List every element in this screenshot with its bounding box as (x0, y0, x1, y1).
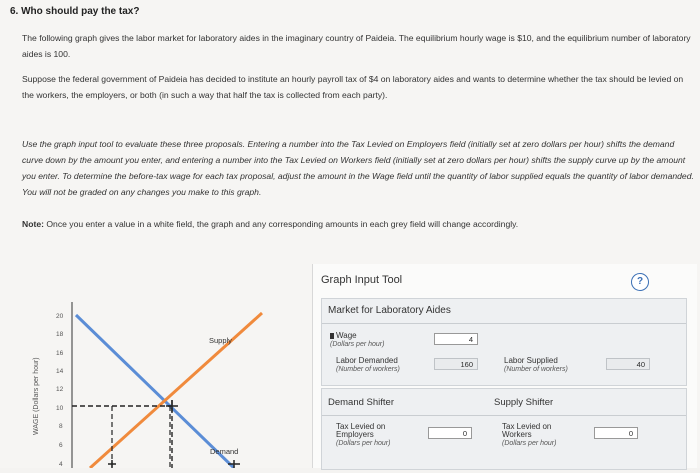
supply-marker[interactable] (108, 460, 116, 468)
y-tick-16: 16 (56, 350, 64, 357)
tax-employers-label-1: Tax Levied on (336, 422, 386, 431)
supply-shifter-title: Supply Shifter (494, 397, 554, 408)
supply-label: Supply (209, 336, 232, 345)
demand-shifter-title: Demand Shifter (328, 397, 395, 408)
tax-workers-label-2: Workers (502, 430, 532, 439)
tax-workers-sub: (Dollars per hour) (502, 440, 557, 447)
y-ticks (56, 313, 64, 468)
question-title: 6. Who should pay the tax? (10, 6, 140, 17)
labor-demanded-label-group (336, 357, 400, 374)
y-tick-4: 4 (59, 461, 63, 468)
y-tick-10: 10 (56, 405, 64, 412)
labor-supplied-label: Labor Supplied (504, 356, 558, 365)
demand-label: Demand (210, 447, 239, 456)
market-title: Market for Laboratory Aides (328, 305, 451, 316)
tax-employers-sub: (Dollars per hour) (336, 440, 391, 447)
labor-demanded-sub: (Number of workers) (336, 366, 400, 373)
help-icon[interactable]: ? (631, 273, 649, 291)
y-axis-label: WAGE (Dollars per hour) (33, 357, 40, 435)
tax-workers-label-group (502, 423, 556, 448)
tax-employers-label-2: Employers (336, 430, 374, 439)
wage-marker-icon (330, 333, 334, 339)
labor-supplied-field: 40 (606, 358, 650, 370)
note-label: Note: (22, 219, 44, 229)
y-tick-20: 20 (56, 313, 64, 320)
labor-supplied-label-group (504, 357, 568, 374)
graph-svg (20, 280, 288, 468)
tax-employers-label-group (336, 423, 390, 448)
y-tick-14: 14 (56, 368, 64, 375)
y-tick-18: 18 (56, 331, 64, 338)
graph-input-tool (312, 264, 697, 468)
wage-label: Wage (336, 331, 357, 340)
shifter-divider (322, 415, 686, 416)
supply-curve[interactable] (90, 313, 262, 468)
intro-paragraph: The following graph gives the labor market for laboratory aides in the imaginary country of Paideia. The equilibrium hourly wage is $10, and the equilibrium number of laboratory aides is 100. (22, 33, 691, 59)
wage-field[interactable]: 4 (434, 333, 478, 345)
note-paragraph (22, 216, 694, 232)
instructions-paragraph: Use the graph input tool to evaluate these three proposals. Entering a number into the Tax Levied on Employers field (initially set at zero dollars per hour) shifts the demand curve down by the amount you enter, and entering a number into the Tax Levied on Workers field (initially set at zero dollars per hour) shifts the supply curve up by the amount you enter. To determine the before-tax wage for each tax proposal, adjust the amount in the Wage field until the quantity of labor supplied equals the quantity of labor demanded. You will not be graded on any changes you make to this graph. (22, 139, 694, 197)
tool-title: Graph Input Tool (321, 274, 403, 286)
y-tick-12: 12 (56, 386, 64, 393)
labor-supplied-sub: (Number of workers) (504, 366, 568, 373)
y-tick-6: 6 (59, 442, 63, 449)
tax-workers-field[interactable]: 0 (594, 427, 638, 439)
y-tick-8: 8 (59, 423, 63, 430)
labor-demanded-field: 160 (434, 358, 478, 370)
note-text: Once you enter a value in a white field, the graph and any corresponding amounts in each grey field will change accordingly. (43, 219, 519, 229)
labor-demanded-label: Labor Demanded (336, 356, 398, 365)
shifter-box (321, 388, 687, 470)
tax-paragraph: Suppose the federal government of Paideia has decided to institute an hourly payroll tax of $4 on laboratory aides and wants to determine whether the tax should be levied on the workers, the employers, or both (in such a way that half the tax is collected from each party). (22, 74, 684, 100)
tax-employers-field[interactable]: 0 (428, 427, 472, 439)
market-divider (322, 323, 686, 324)
labor-market-graph[interactable] (20, 280, 288, 468)
tax-workers-label-1: Tax Levied on (502, 422, 552, 431)
market-box (321, 298, 687, 386)
wage-sub: (Dollars per hour) (330, 341, 385, 348)
demand-marker[interactable] (228, 460, 240, 468)
wage-label-group (330, 332, 384, 349)
